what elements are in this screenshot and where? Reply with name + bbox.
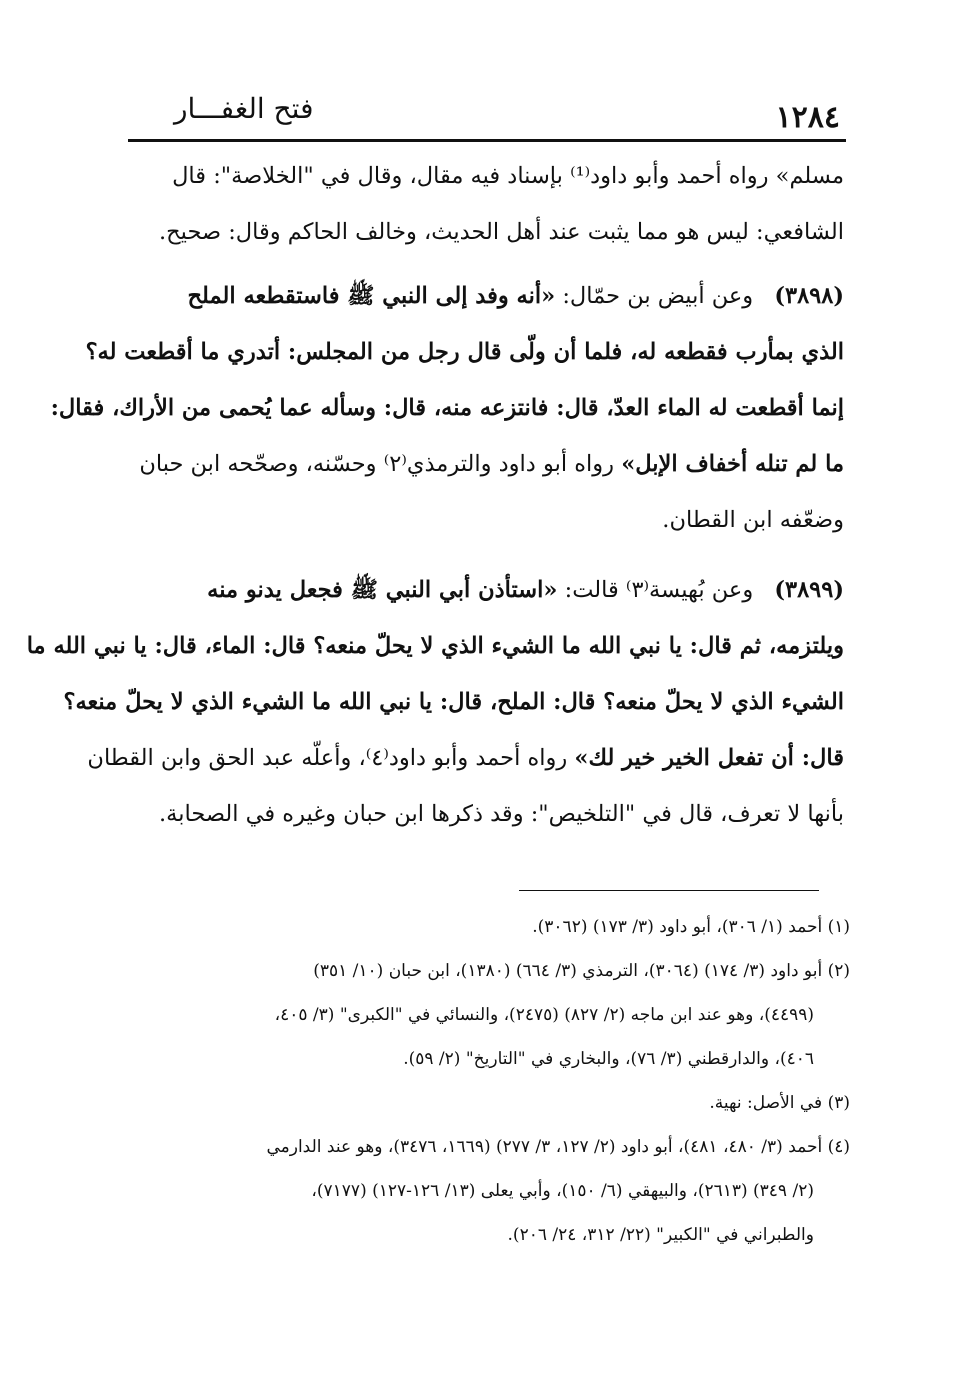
text-line: الشافعي: ليس هو مما يثبت عند أهل الحديث، وخالف الحاكم وقال: صحيح. xyxy=(158,219,844,245)
footnote-line: (٢) أبو داود (٣/ ١٧٤) (٣٠٦٤)، الترمذي (٣/ ٦٦٤) (١٣٨٠)، ابن حبان (١٠/ ٣٥١) xyxy=(313,961,850,981)
text-line: الذي بمأرب فقطعه له، فلما أن ولّى قال رجل من المجلس: أتدري ما أقطعت له؟ xyxy=(85,339,844,365)
hadith-intro: وعن بُهيسة⁽٣⁾ قالت: xyxy=(564,577,754,603)
hadith-text: قال: أن تفعل الخير خير لك» xyxy=(574,745,844,771)
footnote-line: ٤٠٦)، والدارقطني (٣/ ٧٦)، والبخاري في "التاريخ" (٢/ ٥٩). xyxy=(403,1049,814,1069)
page-header xyxy=(128,90,844,140)
hadith-text: «أنه وفد إلى النبي ﷺ فاستقطعه الملح xyxy=(187,283,556,309)
text-line: وضعّفه ابن القطان. xyxy=(662,507,844,533)
footnote-line: (١) أحمد (١/ ٣٠٦)، أبو داود (٣/ ١٧٣) (٣٠٦٢). xyxy=(532,917,850,937)
hadith-text: ما لم تنله أخفاف الإبل» xyxy=(621,451,844,477)
text-line: ويلتزمه، ثم قال: يا نبي الله ما الشيء الذي لا يحلّ منعه؟ قال: الماء، قال: يا نبي الله ما xyxy=(26,633,844,659)
text-line xyxy=(128,268,844,324)
hadith-number: (٣٨٩٨) xyxy=(774,283,844,309)
takhrij-text: رواه أبو داود والترمذي⁽٢⁾ وحسّنه، وصحّحه ابن حبان xyxy=(139,451,622,477)
text-line: الشيء الذي لا يحلّ منعه؟ قال: الملح، قال: يا نبي الله ما الشيء الذي لا يحلّ منعه؟ xyxy=(63,689,844,715)
text-line: مسلم» رواه أحمد وأبو داود⁽¹⁾ بإسناد فيه مقال، وقال في "الخلاصة": قال xyxy=(172,163,844,189)
text-line: بأنها لا تعرف، قال في "التلخيص": وقد ذكرها ابن حبان وغيره في الصحابة. xyxy=(159,801,844,827)
page-number: ١٢٨٤ xyxy=(775,100,840,135)
header-rule xyxy=(128,139,846,142)
text-line xyxy=(128,436,844,492)
hadith-text: «استأذن أبي النبي ﷺ فجعل يدنو منه xyxy=(207,577,558,603)
footnote-separator xyxy=(519,890,819,891)
footnotes xyxy=(128,905,850,1257)
footnote-3 xyxy=(128,1081,850,1125)
running-title: فتح الغفـــار xyxy=(174,92,314,125)
hadith-number: (٣٨٩٩) xyxy=(774,577,844,603)
hadith-intro: وعن أبيض بن حمّال: xyxy=(562,283,754,309)
footnote-1 xyxy=(128,905,850,949)
footnote-2 xyxy=(128,949,850,1081)
hadith-3899 xyxy=(26,562,844,842)
footnote-line: والطبراني في "الكبير" (٢٢/ ٣١٢، ٢٤/ ٢٠٦). xyxy=(507,1225,814,1245)
takhrij-text: رواه أحمد وأبو داود⁽٤⁾، وأعلّه عبد الحق وابن القطان xyxy=(87,745,575,771)
text-line xyxy=(87,730,844,786)
paragraph-continuation xyxy=(128,148,844,260)
text-line xyxy=(128,562,844,618)
hadith-3898 xyxy=(50,268,844,548)
footnote-line: (٢/ ٣٤٩) (٢٦١٣)، والبيهقي (٦/ ١٥٠)، وأبي يعلى (١٣/ ١٢٦-١٢٧) (٧١٧٧)، xyxy=(311,1181,814,1201)
main-text xyxy=(26,148,844,842)
footnote-line: (٤٤٩٩)، وهو عند ابن ماجه (٢/ ٨٢٧) (٢٤٧٥)، والنسائي في "الكبرى" (٣/ ٤٠٥، xyxy=(274,1005,814,1025)
footnote-line: (٤) أحمد (٣/ ٤٨٠، ٤٨١)، أبو داود (٢/ ١٢٧، ٣/ ٢٧٧) (١٦٦٩، ٣٤٧٦)، وهو عند الدارمي xyxy=(266,1137,850,1157)
footnote-4 xyxy=(128,1125,850,1257)
text-line: إنما أقطعت له الماء العدّ، قال: فانتزعه منه، قال: وسأله عما يُحمى من الأراك، فقال: xyxy=(50,395,844,421)
footnote-line: (٣) في الأصل: نهية. xyxy=(709,1093,850,1113)
